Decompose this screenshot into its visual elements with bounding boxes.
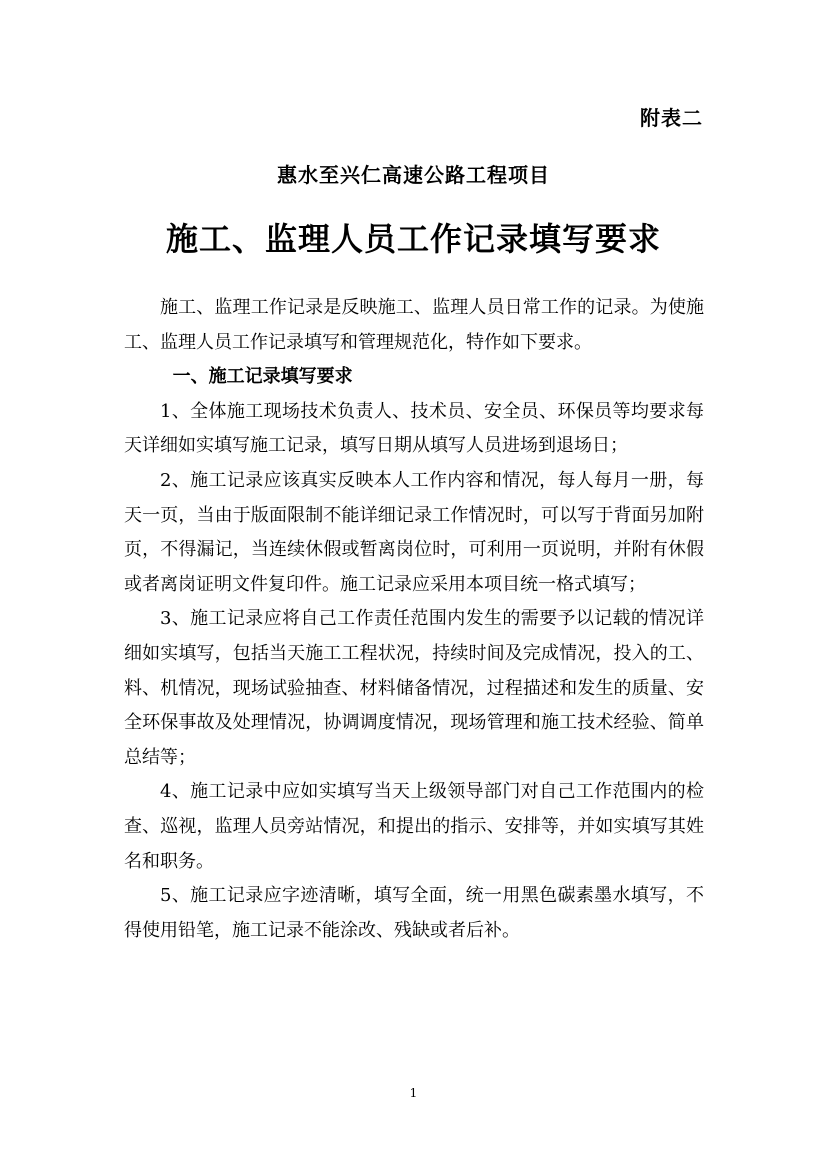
requirement-item-4: 4、施工记录中应如实填写当天上级领导部门对自己工作范围内的检查、巡视，监理人员旁站情况，和提出的指示、安排等，并如实填写其姓名和职务。 <box>124 781 704 872</box>
document-body <box>124 291 704 948</box>
requirement-item-2: 2、施工记录应该真实反映本人工作内容和情况，每人每月一册，每天一页，当由于版面限制不能详细记录工作情况时，可以写于背面另加附页，不得漏记，当连续休假或暂离岗位时，可利用一页说明，并附有休假或者离岗证明文件复印件。施工记录应采用本项目统一格式填写； <box>124 469 704 595</box>
requirement-item-1: 1、全体施工现场技术负责人、技术员、安全员、环保员等均要求每天详细如实填写施工记录，填写日期从填写人员进场到退场日； <box>124 400 704 457</box>
section-heading: 一、施工记录填写要求 <box>172 366 353 388</box>
project-title: 惠水至兴仁高速公路工程项目 <box>277 163 550 187</box>
attachment-label: 附表二 <box>640 106 703 130</box>
page-number: 1 <box>409 1086 418 1100</box>
requirement-item-5: 5、施工记录应字迹清晰，填写全面，统一用黑色碳素墨水填写，不得使用铅笔，施工记录不能涂改、残缺或者后补。 <box>124 885 704 941</box>
page-title: 施工、监理人员工作记录填写要求 <box>165 220 661 258</box>
requirement-item-3: 3、施工记录应将自己工作责任范围内发生的需要予以记载的情况详细如实填写，包括当天施工工程状况，持续时间及完成情况，投入的工、料、机情况，现场试验抽查、材料储备情况，过程描述和发生的质量、安全环保事故及处理情况，协调调度情况，现场管理和施工技术经验、简单总结等； <box>124 608 704 768</box>
intro-paragraph: 施工、监理工作记录是反映施工、监理人员日常工作的记录。为使施工、监理人员工作记录填写和管理规范化，特作如下要求。 <box>124 297 704 353</box>
